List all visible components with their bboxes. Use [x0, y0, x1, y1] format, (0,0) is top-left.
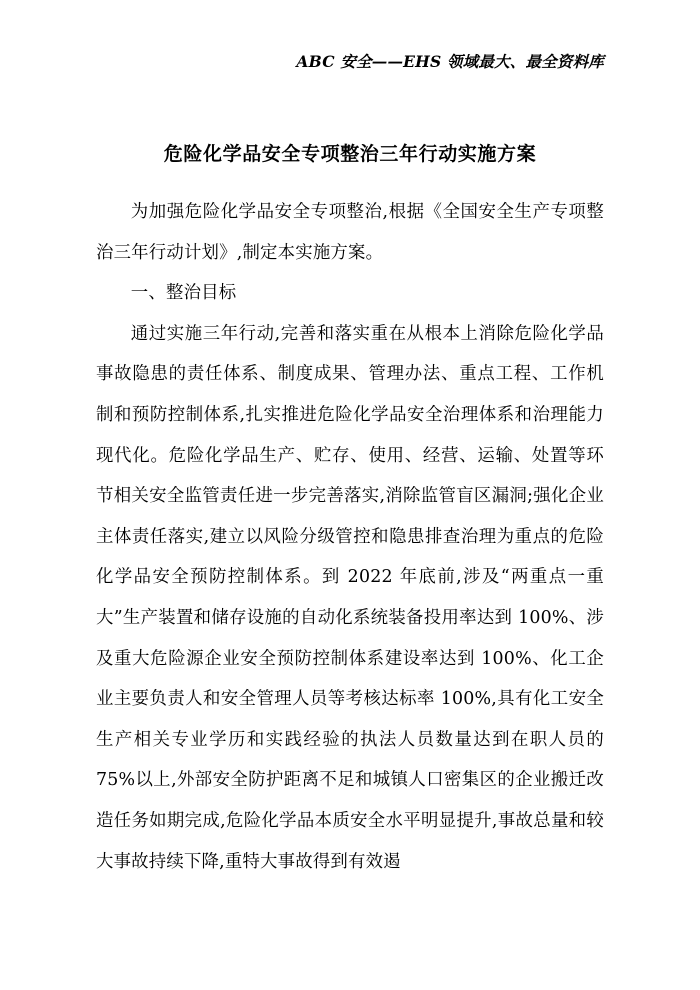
paragraph-goals-body: 通过实施三年行动,完善和落实重在从根本上消除危险化学品事故隐患的责任体系、制度成果、管理办法、重点工程、工作机制和预防控制体系,扎实推进危险化学品安全治理体系和治理能力现代化。危险化学品生产、贮存、使用、经营、运输、处置等环节相关安全监管责任进一步完善落实,消除监管盲区漏洞;强化企业主体责任落实,建立以风险分级管控和隐患排查治理为重点的危险化学品安全预防控制体系。到 2022 年底前,涉及“两重点一重大”生产装置和储存设施的自动化系统装备投用率达到 100%、涉及重大危险源企业安全预防控制体系建设率达到 100%、化工企业主要负责人和安全管理人员等考核达标率 100%,具有化工安全生产相关专业学历和实践经验的执法人员数量达到在职人员的 75%以上,外部安全防护距离不足和城镇人口密集区的企业搬迁改造任务如期完成,危险化学品本质安全水平明显提升,事故总量和较大事故持续下降,重特大事故得到有效遏: [96, 323, 604, 872]
section-heading-goals: 一、整治目标: [130, 283, 237, 304]
document-body: [96, 192, 604, 882]
paragraph-intro: 为加强危险化学品安全专项整治,根据《全国安全生产专项整治三年行动计划》,制定本实施方案。: [96, 202, 604, 263]
page-title: 危险化学品安全专项整治三年行动实施方案: [163, 142, 537, 165]
page-header-watermark: ABC 安全——EHS 领域最大、最全资料库: [296, 52, 604, 71]
